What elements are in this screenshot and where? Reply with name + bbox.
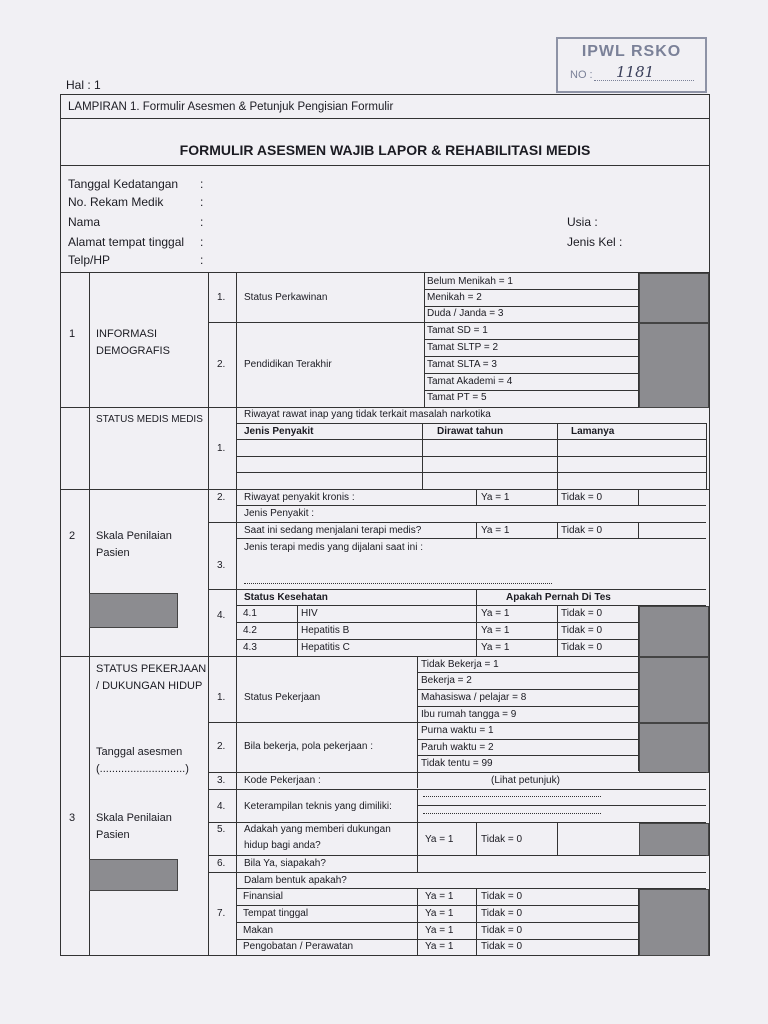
q-dalam-bentuk-apakah: Dalam bentuk apakah? — [244, 875, 347, 886]
score-box[interactable] — [89, 593, 178, 628]
section-1-name-2: DEMOGRAFIS — [96, 345, 170, 357]
opt-tidak: Tidak = 0 — [481, 941, 523, 952]
q2-number: 2. — [217, 359, 226, 370]
opt-tamat-sltp: Tamat SLTP = 2 — [427, 342, 499, 353]
answer-line[interactable] — [423, 813, 601, 814]
tanggal-asesmen-field: (............................) — [96, 763, 189, 775]
opt-tidak-bekerja: Tidak Bekerja = 1 — [421, 659, 499, 670]
colon: : — [200, 215, 204, 229]
score-box[interactable] — [639, 723, 709, 773]
row-code: 4.3 — [243, 642, 257, 653]
section-2-status: STATUS MEDIS MEDIS — [96, 414, 203, 425]
colon: : — [200, 253, 204, 267]
field-no-rekam-medik: No. Rekam Medik — [68, 195, 164, 209]
section-2-number: 2 — [69, 530, 76, 542]
q7-number: 7. — [217, 908, 226, 919]
opt-ya: Ya = 1 — [425, 834, 454, 845]
stamp-no-value: 1181 — [616, 63, 655, 81]
opt-tamat-sd: Tamat SD = 1 — [427, 325, 488, 336]
q-pola-pekerjaan: Bila bekerja, pola pekerjaan : — [244, 741, 373, 752]
q-status-pekerjaan: Status Pekerjaan — [244, 692, 321, 703]
q-jenis-terapi: Jenis terapi medis yang dijalani saat ini : — [244, 542, 423, 553]
opt-tidak: Tidak = 0 — [561, 608, 603, 619]
section-1-name: INFORMASI — [96, 328, 158, 340]
section-2-skala-2: Pasien — [96, 547, 130, 559]
score-box[interactable] — [639, 606, 709, 657]
row-code: 4.1 — [243, 608, 257, 619]
colon: : — [200, 235, 204, 249]
q4-number: 4. — [217, 801, 226, 812]
stamp-title: IPWL RSKO — [581, 43, 682, 60]
opt-duda-janda: Duda / Janda = 3 — [427, 308, 504, 319]
field-nama: Nama — [68, 215, 101, 229]
q-keterampilan: Keterampilan teknis yang dimiliki: — [244, 801, 392, 812]
opt-ya: Ya = 1 — [425, 908, 454, 919]
colon: : — [200, 177, 204, 191]
q-terapi-medis: Saat ini sedang menjalani terapi medis? — [244, 525, 422, 536]
section-3-status-2: / DUKUNGAN HIDUP — [96, 680, 203, 692]
opt-ya: Ya = 1 — [425, 925, 454, 936]
q4-number: 4. — [217, 610, 226, 621]
section-3-status: STATUS PEKERJAAN — [96, 663, 207, 675]
opt-tidak: Tidak = 0 — [481, 925, 523, 936]
page-number: Hal : 1 — [66, 78, 101, 92]
q-jenis-penyakit: Jenis Penyakit : — [244, 508, 315, 519]
q2-number: 2. — [217, 492, 226, 503]
opt-tamat-slta: Tamat SLTA = 3 — [427, 359, 497, 370]
q2-number: 2. — [217, 741, 226, 752]
q-kode-pekerjaan: Kode Pekerjaan : — [244, 775, 321, 786]
field-alamat: Alamat tempat tinggal — [68, 235, 185, 249]
form-frame — [60, 94, 710, 956]
q3-number: 3. — [217, 775, 226, 786]
opt-bekerja: Bekerja = 2 — [421, 675, 472, 686]
row-pengobatan: Pengobatan / Perawatan — [243, 941, 354, 952]
score-box[interactable] — [639, 323, 709, 408]
opt-tidak: Tidak = 0 — [561, 525, 603, 536]
q-riwayat-penyakit-kronis: Riwayat penyakit kronis : — [244, 492, 355, 503]
q1-number: 1. — [217, 443, 226, 454]
q-riwayat-rawat-inap: Riwayat rawat inap yang tidak terkait masalah narkotika — [244, 409, 491, 420]
q-pendidikan-terakhir: Pendidikan Terakhir — [244, 359, 332, 370]
opt-paruh-waktu: Paruh waktu = 2 — [421, 742, 494, 753]
stamp-box — [556, 37, 707, 93]
stamp-no-label: NO : — [570, 69, 593, 81]
row-code: 4.2 — [243, 625, 257, 636]
row-makan: Makan — [243, 925, 274, 936]
q-dukungan-hidup-2: hidup bagi anda? — [244, 840, 321, 851]
col-status-kesehatan: Status Kesehatan — [244, 592, 328, 603]
opt-ya: Ya = 1 — [481, 642, 510, 653]
field-telp: Telp/HP — [68, 253, 111, 267]
q1-number: 1. — [217, 692, 226, 703]
opt-ya: Ya = 1 — [481, 492, 510, 503]
col-dirawat-tahun: Dirawat tahun — [437, 426, 504, 437]
score-box[interactable] — [639, 657, 709, 723]
q-bila-ya-siapakah: Bila Ya, siapakah? — [244, 858, 326, 869]
opt-ibu-rumah-tangga: Ibu rumah tangga = 9 — [421, 709, 517, 720]
opt-menikah: Menikah = 2 — [427, 292, 482, 303]
row-hiv: HIV — [301, 608, 318, 619]
row-finansial: Finansial — [243, 891, 284, 902]
lampiran-caption: LAMPIRAN 1. Formulir Asesmen & Petunjuk Pengisian Formulir — [68, 101, 394, 113]
field-jenis-kel: Jenis Kel : — [567, 235, 623, 249]
colon: : — [200, 195, 204, 209]
answer-line[interactable] — [244, 583, 552, 584]
row-hepatitis-b: Hepatitis B — [301, 625, 350, 636]
row-hepatitis-c: Hepatitis C — [301, 642, 350, 653]
opt-ya: Ya = 1 — [425, 941, 454, 952]
opt-tamat-akademi: Tamat Akademi = 4 — [427, 376, 513, 387]
opt-belum-menikah: Belum Menikah = 1 — [427, 276, 513, 287]
tanggal-asesmen: Tanggal asesmen — [96, 746, 183, 758]
form-title: FORMULIR ASESMEN WAJIB LAPOR & REHABILITASI MEDIS — [179, 142, 591, 158]
section-1-number: 1 — [69, 328, 76, 340]
q-status-perkawinan: Status Perkawinan — [244, 292, 328, 303]
q-dukungan-hidup: Adakah yang memberi dukungan — [244, 824, 391, 835]
section-3-skala-2: Pasien — [96, 829, 130, 841]
section-2-skala: Skala Penilaian — [96, 530, 172, 542]
score-box[interactable] — [89, 859, 178, 891]
q5-number: 5. — [217, 824, 226, 835]
opt-tidak: Tidak = 0 — [481, 834, 523, 845]
score-box[interactable] — [639, 889, 709, 956]
col-lamanya: Lamanya — [571, 426, 615, 437]
score-box[interactable] — [639, 823, 709, 856]
col-jenis-penyakit: Jenis Penyakit — [244, 426, 314, 437]
field-usia: Usia : — [567, 215, 598, 229]
opt-tidak: Tidak = 0 — [561, 492, 603, 503]
opt-mahasiswa: Mahasiswa / pelajar = 8 — [421, 692, 527, 703]
q3-number: 3. — [217, 560, 226, 571]
opt-tidak: Tidak = 0 — [481, 908, 523, 919]
opt-purna-waktu: Purna waktu = 1 — [421, 725, 494, 736]
note-lihat-petunjuk: (Lihat petunjuk) — [491, 775, 560, 786]
q1-number: 1. — [217, 292, 226, 303]
opt-ya: Ya = 1 — [481, 625, 510, 636]
q6-number: 6. — [217, 858, 226, 869]
opt-tidak: Tidak = 0 — [561, 625, 603, 636]
opt-tidak: Tidak = 0 — [481, 891, 523, 902]
section-3-skala: Skala Penilaian — [96, 812, 172, 824]
field-tanggal-kedatangan: Tanggal Kedatangan — [68, 177, 179, 191]
opt-ya: Ya = 1 — [425, 891, 454, 902]
opt-ya: Ya = 1 — [481, 525, 510, 536]
answer-line[interactable] — [423, 796, 601, 797]
opt-tidak: Tidak = 0 — [561, 642, 603, 653]
score-box[interactable] — [639, 273, 709, 323]
opt-ya: Ya = 1 — [481, 608, 510, 619]
opt-tamat-pt: Tamat PT = 5 — [427, 392, 487, 403]
section-3-number: 3 — [69, 812, 76, 824]
opt-tidak-tentu: Tidak tentu = 99 — [421, 758, 493, 769]
row-tempat-tinggal: Tempat tinggal — [243, 908, 309, 919]
col-apakah-pernah-di-tes: Apakah Pernah Di Tes — [506, 592, 611, 603]
